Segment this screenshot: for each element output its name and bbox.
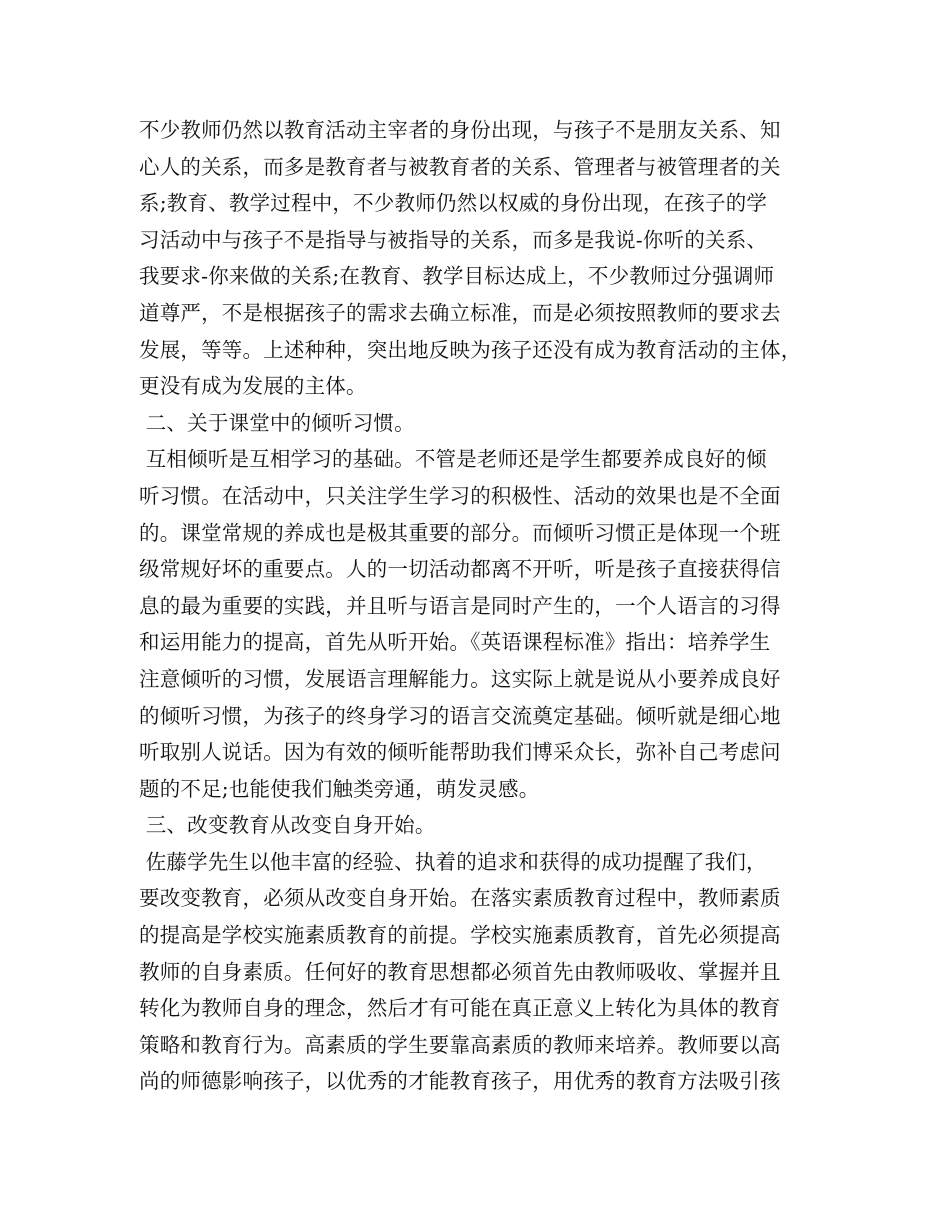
text-line: 息的最为重要的实践，并且听与语言是同时产生的，一个人语言的习得 <box>139 593 781 618</box>
text-line: 我要求-你来做的关系;在教育、教学目标达成上，不少教师过分强调师 <box>139 264 775 289</box>
document-body <box>139 112 829 1100</box>
text-line: 系;教育、教学过程中，不少教师仍然以权威的身份出现，在孩子的学 <box>139 191 768 216</box>
text-line: 注意倾听的习惯，发展语言理解能力。这实际上就是说从小要养成良好 <box>139 666 781 691</box>
text-line: 更没有成为发展的主体。 <box>139 374 367 399</box>
text-line: 听习惯。在活动中，只关注学生学习的积极性、活动的效果也是不全面 <box>139 483 781 508</box>
text-line: 佐藤学先生以他丰富的经验、执着的追求和获得的成功提醒了我们， <box>139 849 767 874</box>
text-line: 发展，等等。上述种种，突出地反映为孩子还没有成为教育活动的主体， <box>139 337 802 362</box>
text-line: 不少教师仍然以教育活动主宰者的身份出现，与孩子不是朋友关系、知 <box>139 118 781 142</box>
text-line: 的。课堂常规的养成也是极其重要的部分。而倾听习惯正是体现一个班 <box>139 520 781 545</box>
section-heading: 二、关于课堂中的倾听习惯。 <box>139 410 415 435</box>
text-line: 教师的自身素质。任何好的教育思想都必须首先由教师吸收、掌握并且 <box>139 959 781 984</box>
text-line: 尚的师德影响孩子，以优秀的才能教育孩子，用优秀的教育方法吸引孩 <box>139 1069 781 1094</box>
text-line: 策略和教育行为。高素质的学生要靠高素质的教师来培养。教师要以高 <box>139 1032 781 1057</box>
text-line: 互相倾听是互相学习的基础。不管是老师还是学生都要养成良好的倾 <box>139 447 767 472</box>
text-line: 的倾听习惯，为孩子的终身学习的语言交流奠定基础。倾听就是细心地 <box>139 703 781 728</box>
text-line: 要改变教育，必须从改变自身开始。在落实素质教育过程中，教师素质 <box>139 886 781 911</box>
text-line: 习活动中与孩子不是指导与被指导的关系，而多是我说-你听的关系、 <box>139 227 768 252</box>
text-line: 题的不足;也能使我们触类旁通，萌发灵感。 <box>139 776 540 801</box>
text-line: 转化为教师自身的理念，然后才有可能在真正意义上转化为具体的教育 <box>139 996 781 1021</box>
text-line: 和运用能力的提高，首先从听开始。《英语课程标准》指出：培养学生 <box>139 630 771 655</box>
text-line: 道尊严，不是根据孩子的需求去确立标准，而是必须按照教师的要求去 <box>139 300 781 325</box>
text-line: 心人的关系，而多是教育者与被教育者的关系、管理者与被管理者的关 <box>139 154 781 179</box>
text-line: 的提高是学校实施素质教育的前提。学校实施素质教育，首先必须提高 <box>139 923 781 948</box>
section-heading: 三、改变教育从改变自身开始。 <box>139 813 436 838</box>
text-line: 听取别人说话。因为有效的倾听能帮助我们博采众长，弥补自己考虑问 <box>139 740 781 765</box>
text-line: 级常规好坏的重要点。人的一切活动都离不开听，听是孩子直接获得信 <box>139 557 781 582</box>
